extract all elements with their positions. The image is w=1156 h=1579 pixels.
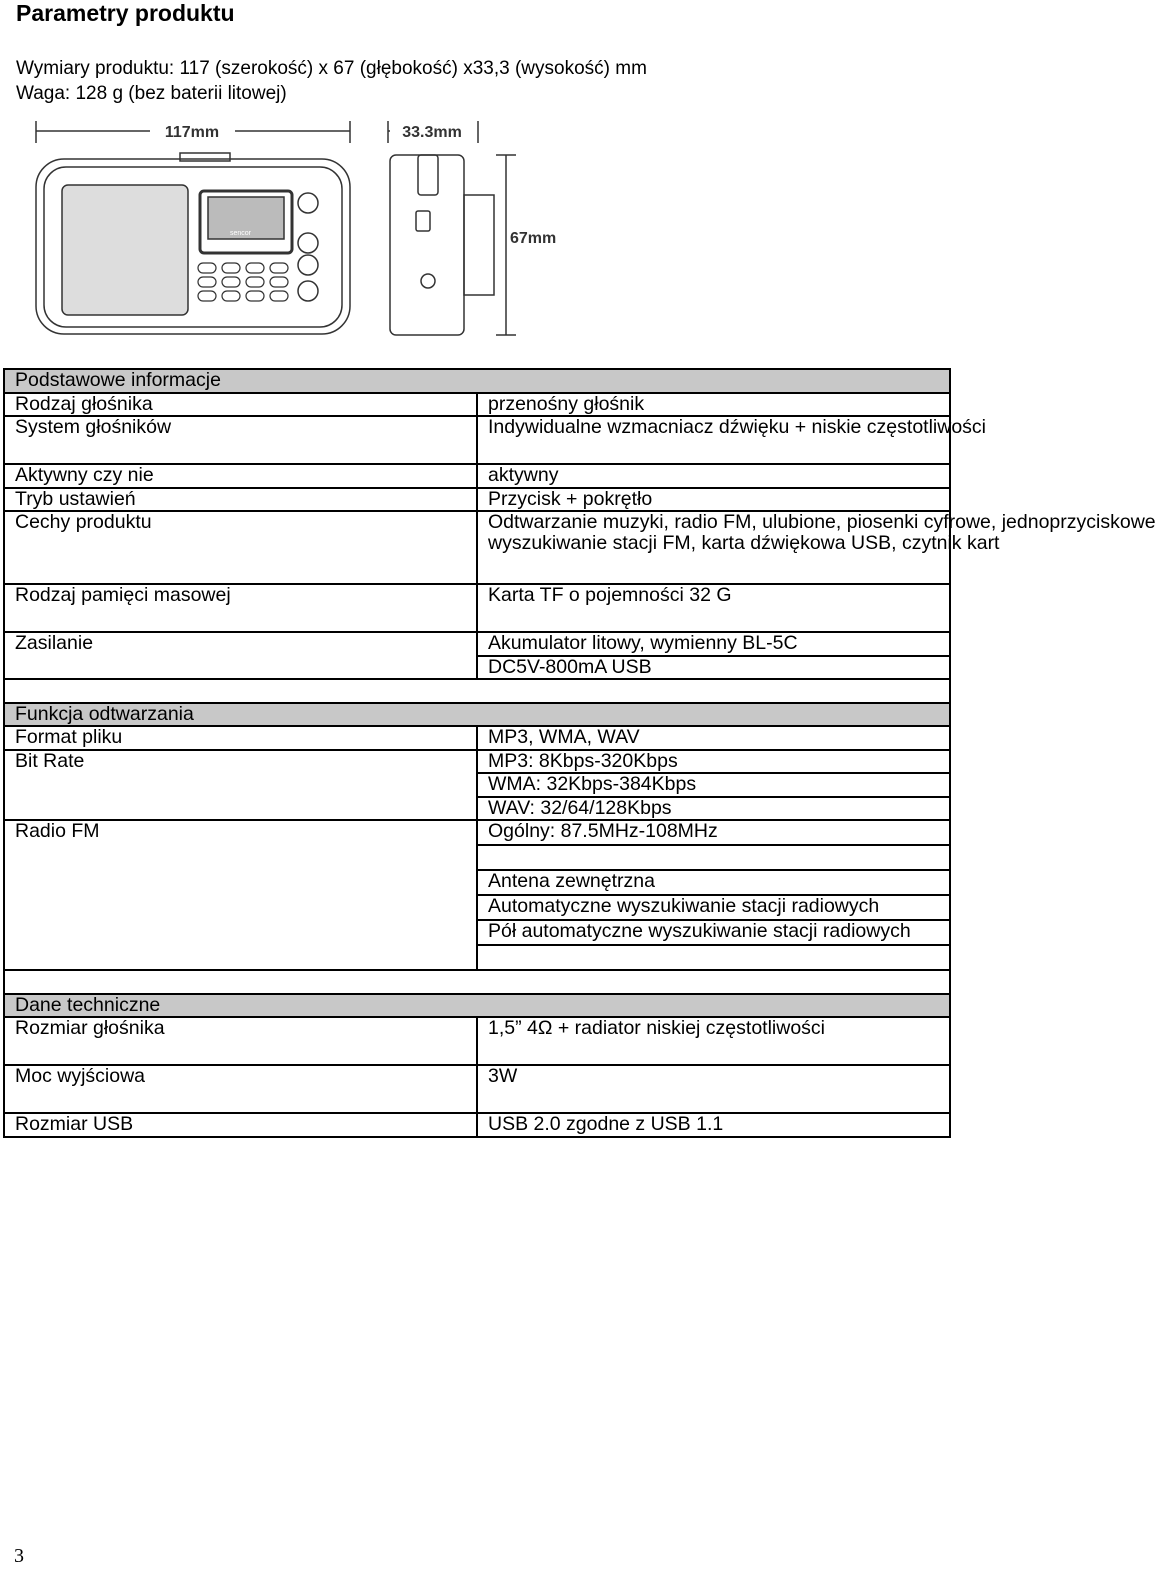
weight-line: Waga: 128 g (bez baterii litowej) (16, 83, 287, 104)
specification-table (3, 368, 1156, 1138)
table-row: Pół automatyczne wyszukiwanie stacji radiowych (4, 920, 950, 945)
section-title: Dane techniczne (4, 994, 950, 1018)
page-number: 3 (14, 1545, 24, 1567)
page-heading: Parametry produktu (16, 0, 235, 26)
table-row: Cechy produktu Odtwarzanie muzyki, radio FM, ulubione, piosenki cyfrowe, jednoprzyciskowe wyszukiwanie stacji FM, karta dźwiękowa USB, czytnik kart (4, 511, 950, 584)
dimensions-line: Wymiary produktu: 117 (szerokość) x 67 (głębokość) x33,3 (wysokość) mm (16, 58, 647, 79)
table-row: WMA: 32Kbps-384Kbps (4, 773, 950, 797)
section-title: Funkcja odtwarzania (4, 703, 950, 727)
table-row: WAV: 32/64/128Kbps (4, 797, 950, 821)
section-title: Podstawowe informacje (4, 369, 950, 393)
table-row: Aktywny czy nie aktywny (4, 464, 950, 488)
table-row: Bit Rate MP3: 8Kbps-320Kbps (4, 750, 950, 774)
width-label: 117mm (164, 124, 220, 141)
table-row: Format pliku MP3, WMA, WAV (4, 726, 950, 750)
table-row: Tryb ustawień Przycisk + pokrętło (4, 488, 950, 512)
height-label: 67mm (510, 230, 557, 247)
depth-label: 33.3mm (402, 124, 462, 141)
screen-brand-label: sencor (230, 230, 252, 237)
dimensions-text (16, 56, 647, 106)
table-row: Rozmiar głośnika 1,5” 4Ω + radiator niskiej częstotliwości (4, 1017, 950, 1065)
table-row: DC5V-800mA USB (4, 656, 950, 680)
table-row: Rozmiar USB USB 2.0 zgodne z USB 1.1 (4, 1113, 950, 1137)
table-row: Rodzaj głośnika przenośny głośnik (4, 393, 950, 417)
table-row: Moc wyjściowa 3W (4, 1065, 950, 1113)
table-row: Rodzaj pamięci masowej Karta TF o pojemności 32 G (4, 584, 950, 632)
table-row: Automatyczne wyszukiwanie stacji radiowych (4, 895, 950, 920)
table-row: Antena zewnętrzna (4, 870, 950, 895)
table-row: Radio FM Ogólny: 87.5MHz-108MHz (4, 820, 950, 845)
product-diagram (30, 115, 557, 340)
table-row: System głośników Indywidualne wzmacniacz dźwięku + niskie częstotliwości (4, 416, 950, 464)
table-row: Zasilanie Akumulator litowy, wymienny BL-5C (4, 632, 950, 656)
